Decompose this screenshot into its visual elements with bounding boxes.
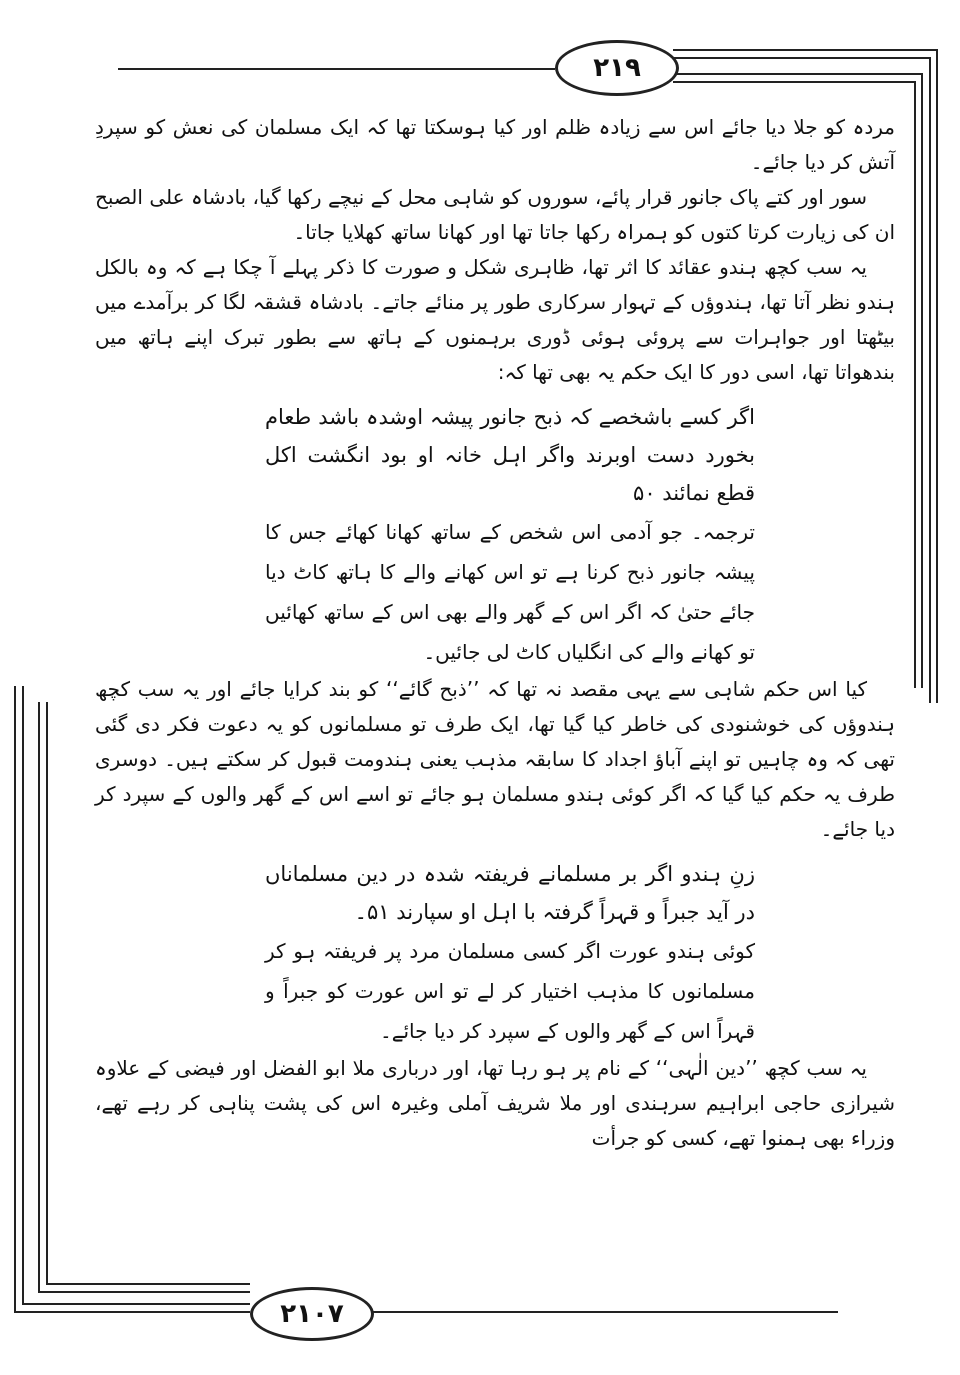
quote-1-translation: ترجمہ۔ جو آدمی اس شخص کے ساتھ کھانا کھائے جس کا پیشہ جانور ذبح کرنا ہے تو اس کھانے والے کا ہاتھ کاٹ دیا جائے حتیٰ کہ اگر اس کے گھر والے بھی اس کے ساتھ کھائیں تو کھانے والے کی انگلیاں کاٹ لی جائیں۔: [265, 520, 755, 664]
frame-top-line-outer: [673, 49, 938, 51]
page-number-top-text: ۲۱۹: [593, 53, 641, 83]
page-body: [95, 110, 895, 1156]
frame-bottom-line-right: [368, 1311, 838, 1313]
paragraph-1: مردہ کو جلا دیا جائے اس سے زیادہ ظلم اور کیا ہوسکتا تھا کہ ایک مسلمان کی نعش کو سپردِ آتش کر دیا جائے۔: [95, 115, 895, 174]
frame-left-vertical-3: [38, 702, 40, 1291]
quote-block-1: [95, 398, 895, 672]
frame-left-vertical-1: [14, 686, 16, 1311]
frame-bottom-line-4: [46, 1283, 250, 1285]
page-number-top: [555, 40, 679, 96]
frame-top-line-left: [118, 68, 555, 70]
frame-top-line-inner: [673, 57, 931, 59]
paragraph-2: سور اور کتے پاک جانور قرار پائے، سوروں کو شاہی محل کے نیچے رکھا گیا، بادشاہ علی الصبح ان کی زیارت کرتا کتوں کو ہمراہ رکھا جاتا تھا اور کھانا ساتھ کھلایا جاتا۔: [95, 185, 895, 244]
quote-block-2: [95, 855, 895, 1051]
quote-2-persian: زنِ ہندو اگر بر مسلمانے فریفتہ شدہ در دین مسلماناں در آید جبراً و قہراً گرفتہ با اہل او سپارند ۵۱۔: [265, 862, 755, 924]
page-number-bottom-text: ۲۱۰۷: [280, 1299, 344, 1329]
page-number-bottom: [250, 1287, 374, 1341]
paragraph-3: یہ سب کچھ ہندو عقائد کا اثر تھا، ظاہری شکل و صورت کا ذکر پہلے آ چکا ہے کہ وہ بالکل ہندو نظر آتا تھا، ہندوؤں کے تہوار سرکاری طور پر منائے جاتے۔ بادشاہ قشقہ لگا کر برآمدے میں بیٹھتا اور جواہرات سے پروئی ہوئی ڈوری برہمنوں کے ہاتھ سے بطور تبرک اپنے ہاتھ میں بندھواتا تھا، اسی دور کا ایک حکم یہ بھی تھا کہ:: [95, 255, 895, 384]
paragraph-5: یہ سب کچھ ’’دین الٰہی‘‘ کے نام پر ہو رہا تھا، اور درباری ملا ابو الفضل اور فیضی کے علاوہ شیرازی حاجی ابراہیم سرہندی اور ملا شریف آملی وغیرہ اس کی پشت پناہی کر رہے تھے، وزراء بھی ہمنوا تھے، کسی کو جرأت: [95, 1056, 895, 1150]
quote-1-persian: اگر کسے باشخصے کہ ذبح جانور پیشہ اوشدہ باشد طعام بخورد دست اوبرند واگر اہل خانہ او بود انگشت اکل قطع نمائند ۵۰: [265, 405, 755, 505]
frame-right-vertical-2: [929, 57, 931, 703]
frame-left-vertical-2: [22, 686, 24, 1303]
frame-top-line-3: [673, 73, 923, 75]
frame-right-vertical-4: [914, 81, 916, 688]
frame-right-vertical-3: [921, 73, 923, 688]
frame-bottom-line-1: [14, 1311, 250, 1313]
frame-left-vertical-4: [46, 702, 48, 1283]
frame-bottom-line-3: [38, 1291, 250, 1293]
frame-top-line-4: [673, 81, 916, 83]
frame-right-vertical-1: [936, 49, 938, 703]
paragraph-4: کیا اس حکم شاہی سے یہی مقصد نہ تھا کہ ’’ذبح گائے‘‘ کو بند کرایا جائے اور یہ سب کچھ ہندوؤں کی خوشنودی کی خاطر کیا گیا تھا، ایک طرف تو مسلمانوں کو یہ دعوت فکر دی گئی تھی کہ وہ چاہیں تو اپنے آباؤ اجداد کا سابقہ مذہب یعنی ہندومت قبول کر سکتے ہیں۔ دوسری طرف یہ حکم کیا گیا کہ اگر کوئی ہندو مسلمان ہو جائے تو اسے اس کے گھر والوں کے سپرد کر دیا جائے۔: [95, 677, 895, 841]
quote-2-translation: کوئی ہندو عورت اگر کسی مسلمان مرد پر فریفتہ ہو کر مسلمانوں کا مذہب اختیار کر لے تو اس عورت کو جبراً و قہراً اس کے گھر والوں کے سپرد کر دیا جائے۔: [265, 939, 755, 1043]
frame-bottom-line-2: [22, 1303, 250, 1305]
